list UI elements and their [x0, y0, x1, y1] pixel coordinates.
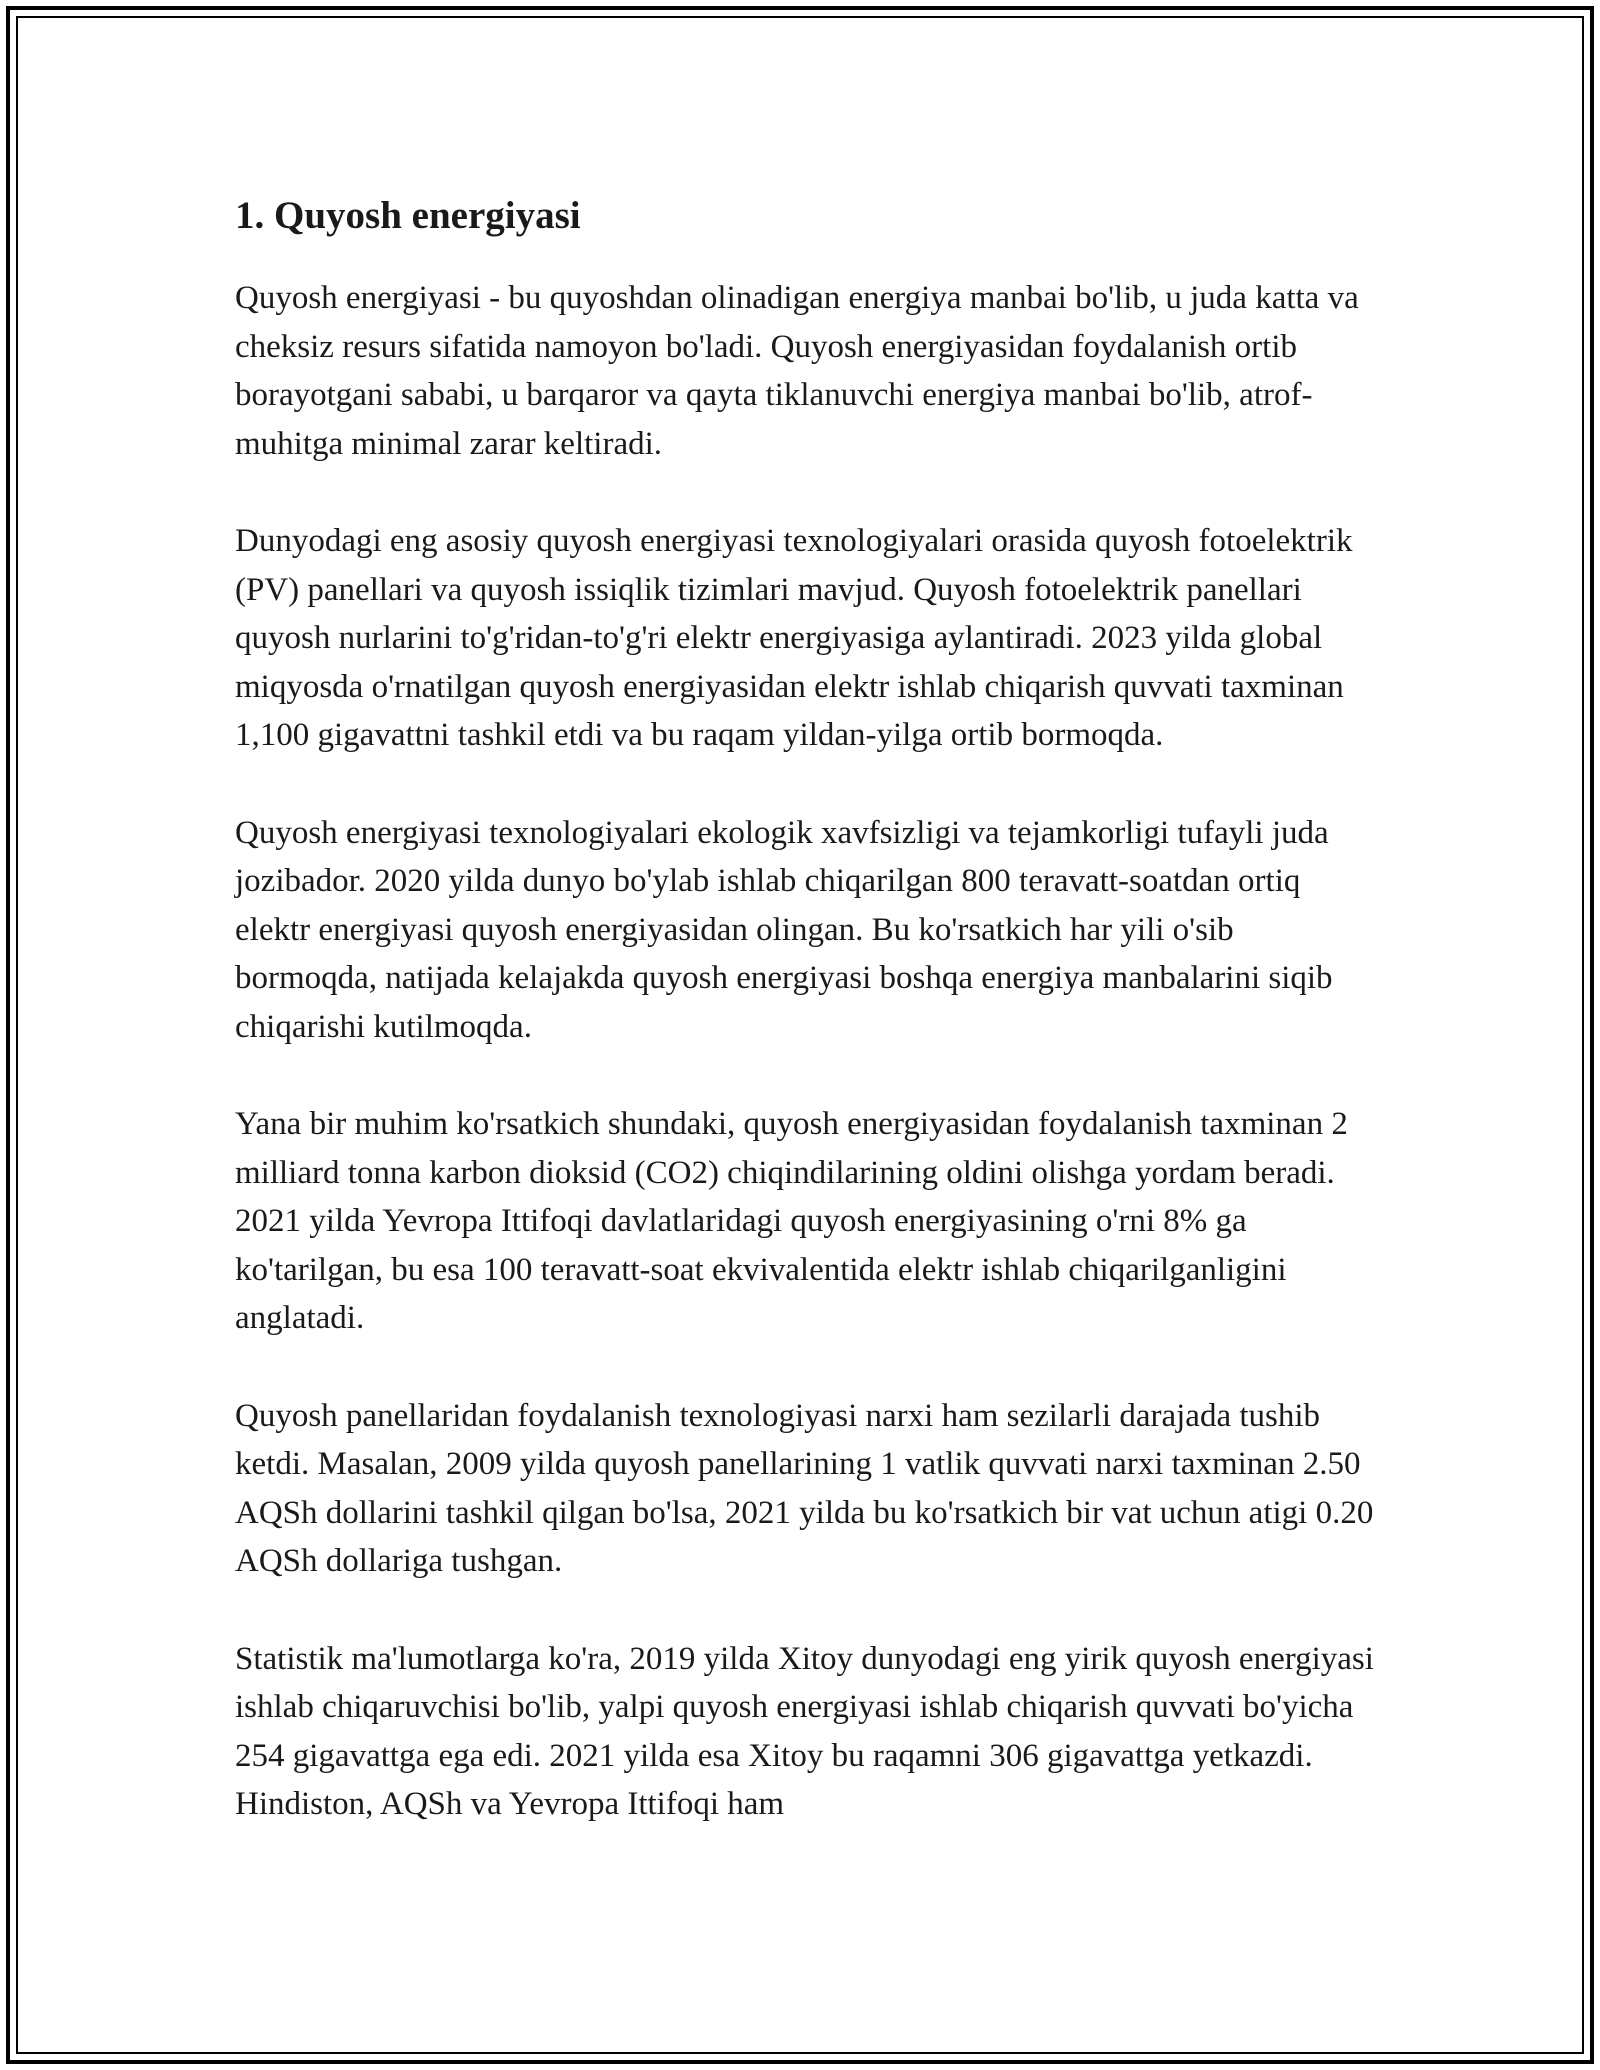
- section-heading: 1. Quyosh energiyasi: [235, 194, 581, 237]
- paragraph-1: Quyosh energiyasi - bu quyoshdan olinadigan energiya manbai bo'lib, u juda katta va cheksiz resurs sifatida namoyon bo'ladi. Quyosh energiyasidan foydalanish ortib borayotgani sababi, u barqaror va qayta tiklanuvchi energiya manbai bo'lib, atrof-muhitga minimal zarar keltiradi.: [235, 280, 1359, 462]
- paragraph-6: Statistik ma'lumotlarga ko'ra, 2019 yilda Xitoy dunyodagi eng yirik quyosh energiyasi ishlab chiqaruvchisi bo'lib, yalpi quyosh energiyasi ishlab chiqarish quvvati bo'yicha 254 gigavattga ega edi. 2021 yilda esa Xitoy bu raqamni 306 gigavattga yetkazdi. Hindiston, AQSh va Yevropa Ittifoqi ham: [235, 1640, 1374, 1822]
- paragraph-5: Quyosh panellaridan foydalanish texnologiyasi narxi ham sezilarli darajada tushib ketdi. Masalan, 2009 yilda quyosh panellarining 1 vatlik quvvati narxi taxminan 2.50 AQSh dollarini tashkil qilgan bo'lsa, 2021 yilda bu ko'rsatkich bir vat uchun atigi 0.20 AQSh dollariga tushgan.: [235, 1397, 1374, 1579]
- paragraph-4: Yana bir muhim ko'rsatkich shundaki, quyosh energiyasidan foydalanish taxminan 2 milliard tonna karbon dioksid (CO2) chiqindilarining oldini olishga yordam beradi. 2021 yilda Yevropa Ittifoqi davlatlaridagi quyosh energiyasining o'rni 8% ga ko'tarilgan, bu esa 100 teravatt-soat ekvivalentida elektr ishlab chiqarilganligini anglatadi.: [235, 1106, 1348, 1336]
- paragraph-3: Quyosh energiyasi texnologiyalari ekologik xavfsizligi va tejamkorligi tufayli juda jozibador. 2020 yilda dunyo bo'ylab ishlab chiqarilgan 800 teravatt-soatdan ortiq elektr energiyasi quyosh energiyasidan olingan. Bu ko'rsatkich har yili o'sib bormoqda, natijada kelajakda quyosh energiyasi boshqa energiya manbalarini siqib chiqarishi kutilmoqda.: [235, 814, 1333, 1045]
- document-body: [235, 188, 1375, 1878]
- paragraph-2: Dunyodagi eng asosiy quyosh energiyasi texnologiyalari orasida quyosh fotoelektrik (PV) panellari va quyosh issiqlik tizimlari mavjud. Quyosh fotoelektrik panellari quyosh nurlarini to'g'ridan-to'g'ri elektr energiyasiga aylantiradi. 2023 yilda global miqyosda o'rnatilgan quyosh energiyasidan elektr ishlab chiqarish quvvati taxminan 1,100 gigavattni tashkil etdi va bu raqam yildan-yilga ortib bormoqda.: [235, 523, 1353, 753]
